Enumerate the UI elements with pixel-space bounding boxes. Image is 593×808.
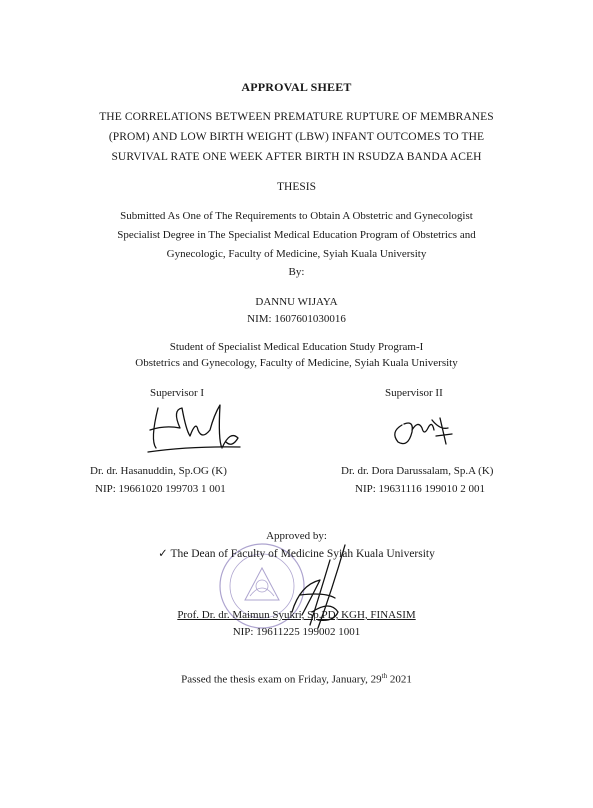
dean-title-text: The Dean of Faculty of Medicine Syiah Kuala University <box>170 548 435 560</box>
dean-nip: NIP: 19611225 199002 1001 <box>232 626 361 638</box>
dean-signature <box>292 545 345 628</box>
supervisor-2-label: Supervisor II <box>385 387 443 399</box>
author-name: DANNU WIJAYA <box>255 296 338 308</box>
program-line-1: Student of Specialist Medical Education Study Program-I <box>169 341 424 353</box>
submitted-line-2: Specialist Degree in The Specialist Medical Education Program of Obstetrics and <box>117 229 476 241</box>
approved-by-label: Approved by: <box>266 530 327 542</box>
supervisor-1-nip: NIP: 19661020 199703 1 001 <box>95 483 226 495</box>
supervisor-1-signature <box>148 405 240 452</box>
by-label: By: <box>288 266 305 278</box>
thesis-title-line-1: THE CORRELATIONS BETWEEN PREMATURE RUPTURE OF MEMBRANES <box>99 111 494 123</box>
exam-passed-text: Passed the thesis exam on Friday, January, 29 <box>181 673 382 686</box>
thesis-title-line-3: SURVIVAL RATE ONE WEEK AFTER BIRTH IN RSUDZA BANDA ACEH <box>111 151 482 163</box>
exam-year: 2021 <box>387 673 412 686</box>
submitted-line-3: Gynecologic, Faculty of Medicine, Syiah Kuala University <box>166 248 427 260</box>
supervisor-1-name: Dr. dr. Hasanuddin, Sp.OG (K) <box>90 465 227 477</box>
dean-name-text: Prof. Dr. dr. Maimun Syukri, Sp.PD, KGH, FINASIM <box>177 609 416 621</box>
document-type: THESIS <box>277 181 316 193</box>
submitted-line-1: Submitted As One of The Requirements to Obtain A Obstetric and Gynecologist <box>120 210 473 222</box>
supervisor-2-signature <box>395 418 452 444</box>
supervisor-2-nip: NIP: 19631116 199010 2 001 <box>355 483 485 495</box>
exam-date-ordinal: th <box>381 672 388 680</box>
page-heading: APPROVAL SHEET <box>241 80 352 94</box>
author-nim: NIM: 1607601030016 <box>247 313 346 325</box>
supervisor-1-label: Supervisor I <box>150 387 205 399</box>
dean-tick-mark: ✓ <box>158 548 168 560</box>
program-line-2: Obstetrics and Gynecology, Faculty of Medicine, Syiah Kuala University <box>135 357 458 369</box>
supervisor-2-name: Dr. dr. Dora Darussalam, Sp.A (K) <box>341 465 494 477</box>
thesis-title-line-2: (PROM) AND LOW BIRTH WEIGHT (LBW) INFANT OUTCOMES TO THE <box>108 131 485 143</box>
